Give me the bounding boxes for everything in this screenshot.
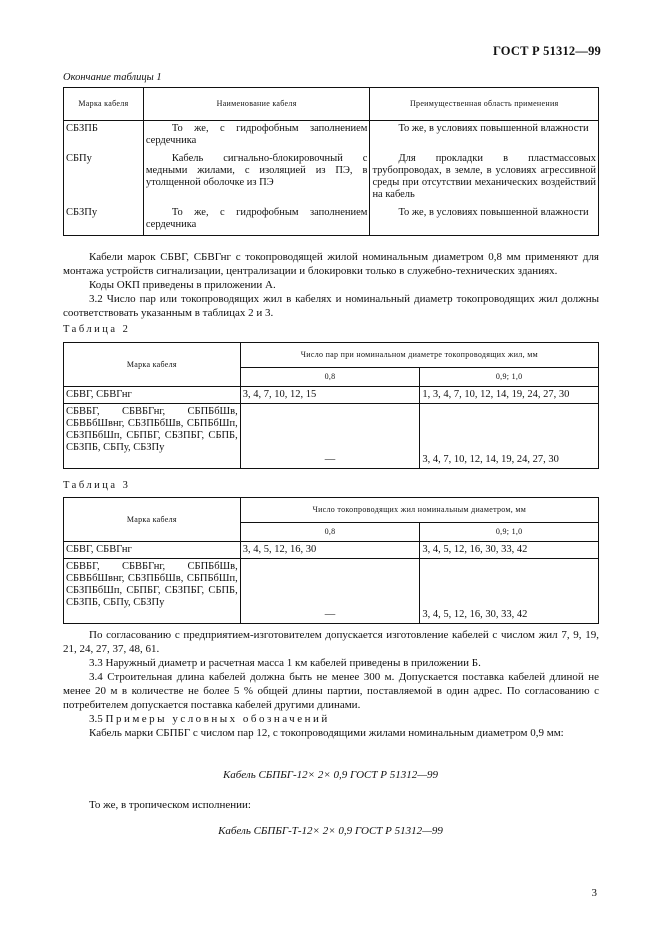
cell-name: То же, с гидрофобным заполнением сердечника (143, 205, 370, 236)
cell-pairs-09-10: 3, 4, 7, 10, 12, 14, 19, 24, 27, 30 (420, 404, 599, 469)
cell-wires-08: — (240, 559, 420, 624)
table-row (64, 559, 599, 624)
table-2 (63, 342, 599, 469)
cell-brand: СБВБГ, СБВБГнг, СБПБбШв, СБВБбШвнг, СБЗПБбШв, СБПБбШп, СБЗПБбШп, СБПБГ, СБЗПБГ, СБПБ, СБЗПБ, СБПу, СБЗПу (64, 559, 241, 624)
col-header-diameter-09-10: 0,9; 1,0 (420, 523, 599, 542)
standard-header: ГОСТ Р 51312—99 (492, 44, 601, 58)
designation-example-1: Кабель СБПБГ-12× 2× 0,9 ГОСТ Р 51312—99 (222, 769, 439, 781)
paragraph-wire-counts: По согласованию с предприятием-изготовителем допускается изготовление кабелей с числом жил 7, 9, 19, 21, 24, 27, 37, 48, 61. (63, 629, 599, 655)
table-row (64, 205, 599, 236)
paragraph-example-intro: Кабель марки СБПБГ с числом пар 12, с токопроводящими жилами номинальным диаметром 0,9 мм: (89, 727, 564, 739)
table-row (64, 542, 599, 559)
col-header-brand: Марка кабеля (64, 498, 241, 542)
cell-pairs-09-10: 1, 3, 4, 7, 10, 12, 14, 19, 24, 27, 30 (420, 387, 599, 404)
cell-wires-08: 3, 4, 5, 12, 16, 30 (240, 542, 420, 559)
paragraph-3-5-heading (63, 712, 599, 726)
designation-example-2: Кабель СБПБГ-Т-12× 2× 0,9 ГОСТ Р 51312—99 (218, 825, 443, 837)
table-row (64, 151, 599, 205)
cell-brand: СБВГ, СБВГнг (64, 387, 241, 404)
section-number: 3.5 (89, 713, 103, 725)
cell-brand: СБЗПу (64, 205, 144, 236)
paragraph-cable-usage: Кабели марок СБВГ, СБВГнг с токопроводящей жилой номинальным диаметром 0,8 мм применяют для монтажа устройств сигнализации, централизации и блокировки только в служебно-технических зданиях. (63, 251, 599, 277)
col-header-diameter-09-10: 0,9; 1,0 (420, 368, 599, 387)
table1-caption: Окончание таблицы 1 (63, 72, 162, 83)
cell-name: То же, с гидрофобным заполнением сердечника (143, 121, 370, 152)
cell-pairs-08: 3, 4, 7, 10, 12, 15 (240, 387, 420, 404)
page-number: 3 (591, 887, 597, 899)
cell-wires-09-10: 3, 4, 5, 12, 16, 30, 33, 42 (420, 559, 599, 624)
col-header-diameter-08: 0,8 (240, 368, 420, 387)
col-header-pairs-group: Число пар при номинальном диаметре токопроводящих жил, мм (240, 343, 598, 368)
paragraph-okp-codes: Коды ОКП приведены в приложении А. (89, 279, 276, 291)
cell-brand: СБЗПБ (64, 121, 144, 152)
cell-pairs-08: — (240, 404, 420, 469)
col-header-wires-group: Число токопроводящих жил номинальным диаметром, мм (240, 498, 598, 523)
table-3 (63, 497, 599, 624)
paragraph-tropical: То же, в тропическом исполнении: (89, 799, 251, 811)
table2-caption: Таблица 2 (63, 324, 131, 335)
col-header-diameter-08: 0,8 (240, 523, 420, 542)
table-row (64, 121, 599, 152)
cell-name: Кабель сигнально-блокировочный с медными жилами, с изоляцией из ПЭ, в утолщенной оболочке из ПЭ (143, 151, 370, 205)
cell-brand: СБВБГ, СБВБГнг, СБПБбШв, СБВБбШвнг, СБЗПБбШв, СБПБбШп, СБЗПБбШп, СБПБГ, СБЗПБГ, СБПБ, СБЗПБ, СБПу, СБЗПу (64, 404, 241, 469)
col-header-brand: Марка кабеля (64, 343, 241, 387)
paragraph-3-2: 3.2 Число пар или токопроводящих жил в кабелях и номинальный диаметр токопроводящих жил должны соответствовать указанным в таблицах 2 и 3. (63, 293, 599, 319)
table-row (64, 404, 599, 469)
table-1 (63, 87, 599, 236)
col-header-name: Наименование кабеля (143, 88, 370, 121)
table-row (64, 387, 599, 404)
cell-brand: СБВГ, СБВГнг (64, 542, 241, 559)
section-title: Примеры условных обозначений (105, 713, 330, 725)
cell-brand: СБПу (64, 151, 144, 205)
cell-application: То же, в условиях повышенной влажности (370, 121, 599, 152)
col-header-brand: Марка кабеля (64, 88, 144, 121)
table3-caption: Таблица 3 (63, 480, 131, 491)
table-header-row (64, 88, 599, 121)
cell-application: То же, в условиях повышенной влажности (370, 205, 599, 236)
cell-application: Для прокладки в пластмассовых трубопроводах, в земле, в условиях агрессивной среды при отсутствии механических воздействий на кабель (370, 151, 599, 205)
col-header-application: Преимущественная область применения (370, 88, 599, 121)
cell-wires-09-10: 3, 4, 5, 12, 16, 30, 33, 42 (420, 542, 599, 559)
paragraph-3-3: 3.3 Наружный диаметр и расчетная масса 1 км кабелей приведены в приложении Б. (89, 657, 481, 669)
paragraph-3-4: 3.4 Строительная длина кабелей должна быть не менее 300 м. Допускается поставка кабелей длиной не менее 20 м в количестве не более 5 % общей длины партии, поставляемой в один адрес. По согласованию с потребителем допускается поставка кабелей другими длинами. (63, 671, 599, 711)
